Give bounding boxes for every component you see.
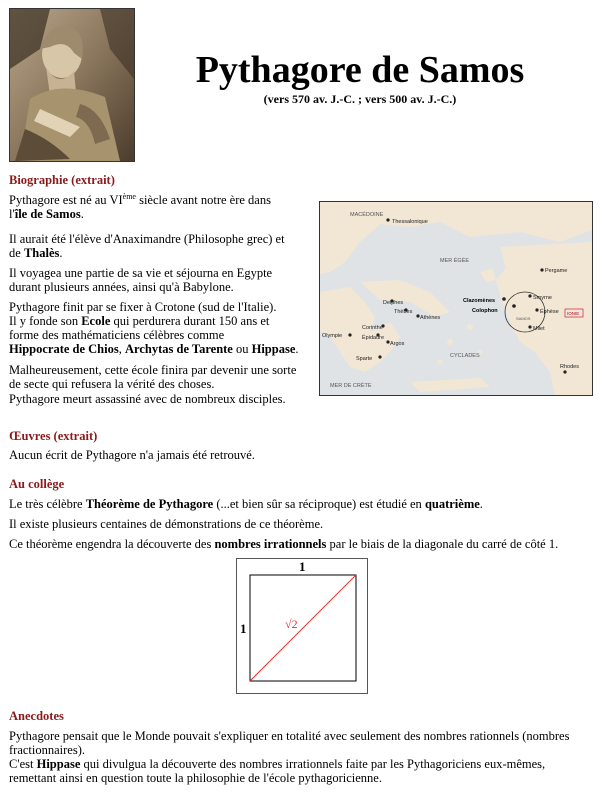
oeuvres-heading: Œuvres (extrait) bbox=[9, 429, 98, 443]
bio-paragraph-4-b: Il y fonde son Ecole qui perdurera durant 150 ans et bbox=[9, 314, 270, 328]
bio-paragraph-5: Malheureusement, cette école finira par devenir une sorte bbox=[9, 363, 297, 377]
anecdotes-heading: Anecdotes bbox=[9, 709, 64, 723]
bio-paragraph-4-c: forme des mathématiciens célèbres comme bbox=[9, 328, 225, 342]
page-title: Pythagore de Samos bbox=[195, 49, 525, 91]
college-line-3: Ce théorème engendra la découverte des nombres irrationnels par le biais de la diagonale du carré de côté 1. bbox=[9, 537, 559, 551]
square-side-left-label: 1 bbox=[240, 621, 247, 636]
diagonal-label: √2 bbox=[285, 617, 298, 631]
anecdotes-line-2: fractionnaires). bbox=[9, 743, 86, 757]
map-label-milet: Milet bbox=[533, 326, 545, 332]
bio-paragraph-2: Il aurait été l'élève d'Anaximandre (Philosophe grec) et bbox=[9, 232, 285, 246]
map-label-sparte: Sparte bbox=[356, 356, 373, 362]
college-line-2: Il existe plusieurs centaines de démonstrations de ce théorème. bbox=[9, 517, 324, 531]
map-label-thebes: Thèbes bbox=[394, 309, 413, 315]
sculpture-icon bbox=[10, 9, 134, 161]
map-label-olympie: Olympie bbox=[322, 333, 343, 339]
map-label-ephese: Éphèse bbox=[540, 309, 559, 315]
map-label-pergame: Pergame bbox=[545, 268, 568, 274]
bio-paragraph-3-cont: durant plusieurs années, ainsi qu'à Babylone. bbox=[9, 280, 234, 294]
map-label-argos: Argos bbox=[390, 341, 405, 347]
map-label-athenes: Athènes bbox=[420, 315, 441, 321]
map-label-delphes: Delphes bbox=[383, 300, 404, 306]
map-label-mer-crete: MER DE CRÈTE bbox=[330, 383, 372, 389]
map-icon bbox=[320, 202, 592, 395]
bio-paragraph-5-c: Pythagore meurt assassiné avec de nombreux disciples. bbox=[9, 392, 286, 406]
map-label-thessalonique: Thessalonique bbox=[392, 219, 428, 225]
bio-paragraph-2-cont: de Thalès. bbox=[9, 246, 63, 260]
oeuvres-text: Aucun écrit de Pythagore n'a jamais été retrouvé. bbox=[9, 448, 255, 462]
map-label-colophon: Colophon bbox=[472, 308, 498, 314]
map-label-cyclades: CYCLADES bbox=[450, 353, 480, 359]
college-heading: Au collège bbox=[9, 477, 65, 491]
map-label-corinthe: Corinthe bbox=[362, 325, 383, 331]
anecdotes-line-1: Pythagore pensait que le Monde pouvait s'expliquer en totalité avec seulement des nombres rationnels (nombres bbox=[9, 729, 570, 743]
map-label-rhodes: Rhodes bbox=[560, 364, 579, 370]
bio-paragraph-1-cont: l'île de Samos. bbox=[9, 207, 84, 221]
anecdotes-line-4: remettant ainsi en question toute la philosophie de l'école pythagoricienne. bbox=[9, 771, 382, 785]
map-label-mer-egee: MER ÉGÉE bbox=[440, 258, 470, 264]
bio-paragraph-3: Il voyagea une partie de sa vie et séjourna en Egypte bbox=[9, 266, 273, 280]
square-side-top-label: 1 bbox=[299, 559, 306, 574]
map-label-macedoine: MACÉDOINE bbox=[350, 212, 384, 218]
aegean-map bbox=[319, 201, 593, 396]
biography-heading: Biographie (extrait) bbox=[9, 173, 115, 187]
college-line-1: Le très célèbre Théorème de Pythagore (...et bien sûr sa réciproque) est étudié en quatrième. bbox=[9, 497, 483, 511]
square-diagonal-figure bbox=[236, 558, 368, 694]
map-label-epidaure: Épidaure bbox=[362, 335, 385, 341]
life-dates: (vers 570 av. J.-C. ; vers 500 av. J.-C.) bbox=[263, 92, 457, 106]
bio-paragraph-4: Pythagore finit par se fixer à Crotone (sud de l'Italie). bbox=[9, 300, 277, 314]
map-label-smyrne: Smyrne bbox=[533, 295, 552, 301]
pythagoras-portrait bbox=[9, 8, 135, 162]
anecdotes-line-3: C'est Hippase qui divulgua la découverte des nombres irrationnels faite par les Pythagoriciens eux-mêmes, bbox=[9, 757, 546, 771]
square-figure-svg bbox=[237, 559, 367, 693]
map-label-samos: SAMOS bbox=[516, 316, 531, 321]
bio-paragraph-1: Pythagore est né au VIème siècle avant notre ère dans bbox=[9, 192, 271, 207]
bio-paragraph-5-b: de secte qui refusera la vérité des choses. bbox=[9, 377, 215, 391]
map-label-ionie: IONIE bbox=[567, 311, 580, 316]
bio-paragraph-4-d: Hippocrate de Chios, Archytas de Tarente ou Hippase. bbox=[9, 342, 299, 356]
map-label-clazomenes: Clazomènes bbox=[463, 298, 496, 304]
